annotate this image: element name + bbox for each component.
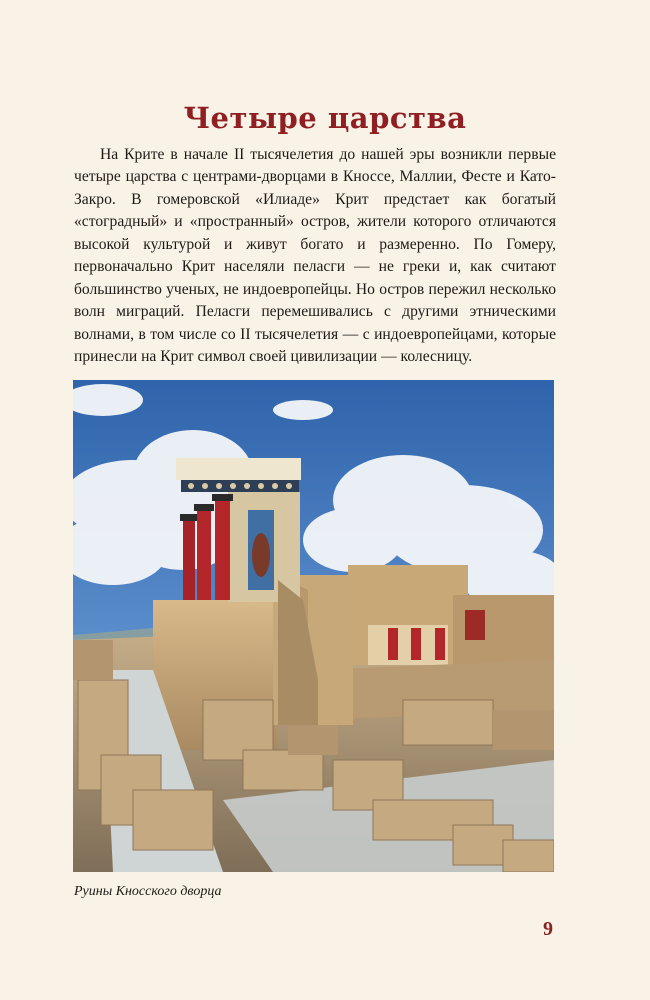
knossos-palace-photo	[73, 380, 554, 872]
page-number: 9	[543, 918, 553, 940]
body-paragraph: На Крите в начале II тысячелетия до нашей эры возникли первые четыре царства с центрами-дворцами в Кноссе, Маллии, Фесте и Като-Закро. В гомеровской «Илиаде» Крит предстает как богатый «стоградный» и «пространный» остров, жители которого отличаются высокой культурой и живут богато и размеренно. По Гомеру, первоначально Крит населяли пеласги — не греки и, как считают большинство ученых, не индоевропейцы. Но остров пережил несколько волн миграций. Пеласги перемешивались с другими этническими волнами, в том числе со II тысячелетия — с индоевропейцами, которые принесли на Крит символ своей цивилизации — колесницу.	[74, 145, 556, 366]
photo-caption: Руины Кносского дворца	[74, 884, 222, 899]
page-title: Четыре царства	[183, 101, 467, 136]
